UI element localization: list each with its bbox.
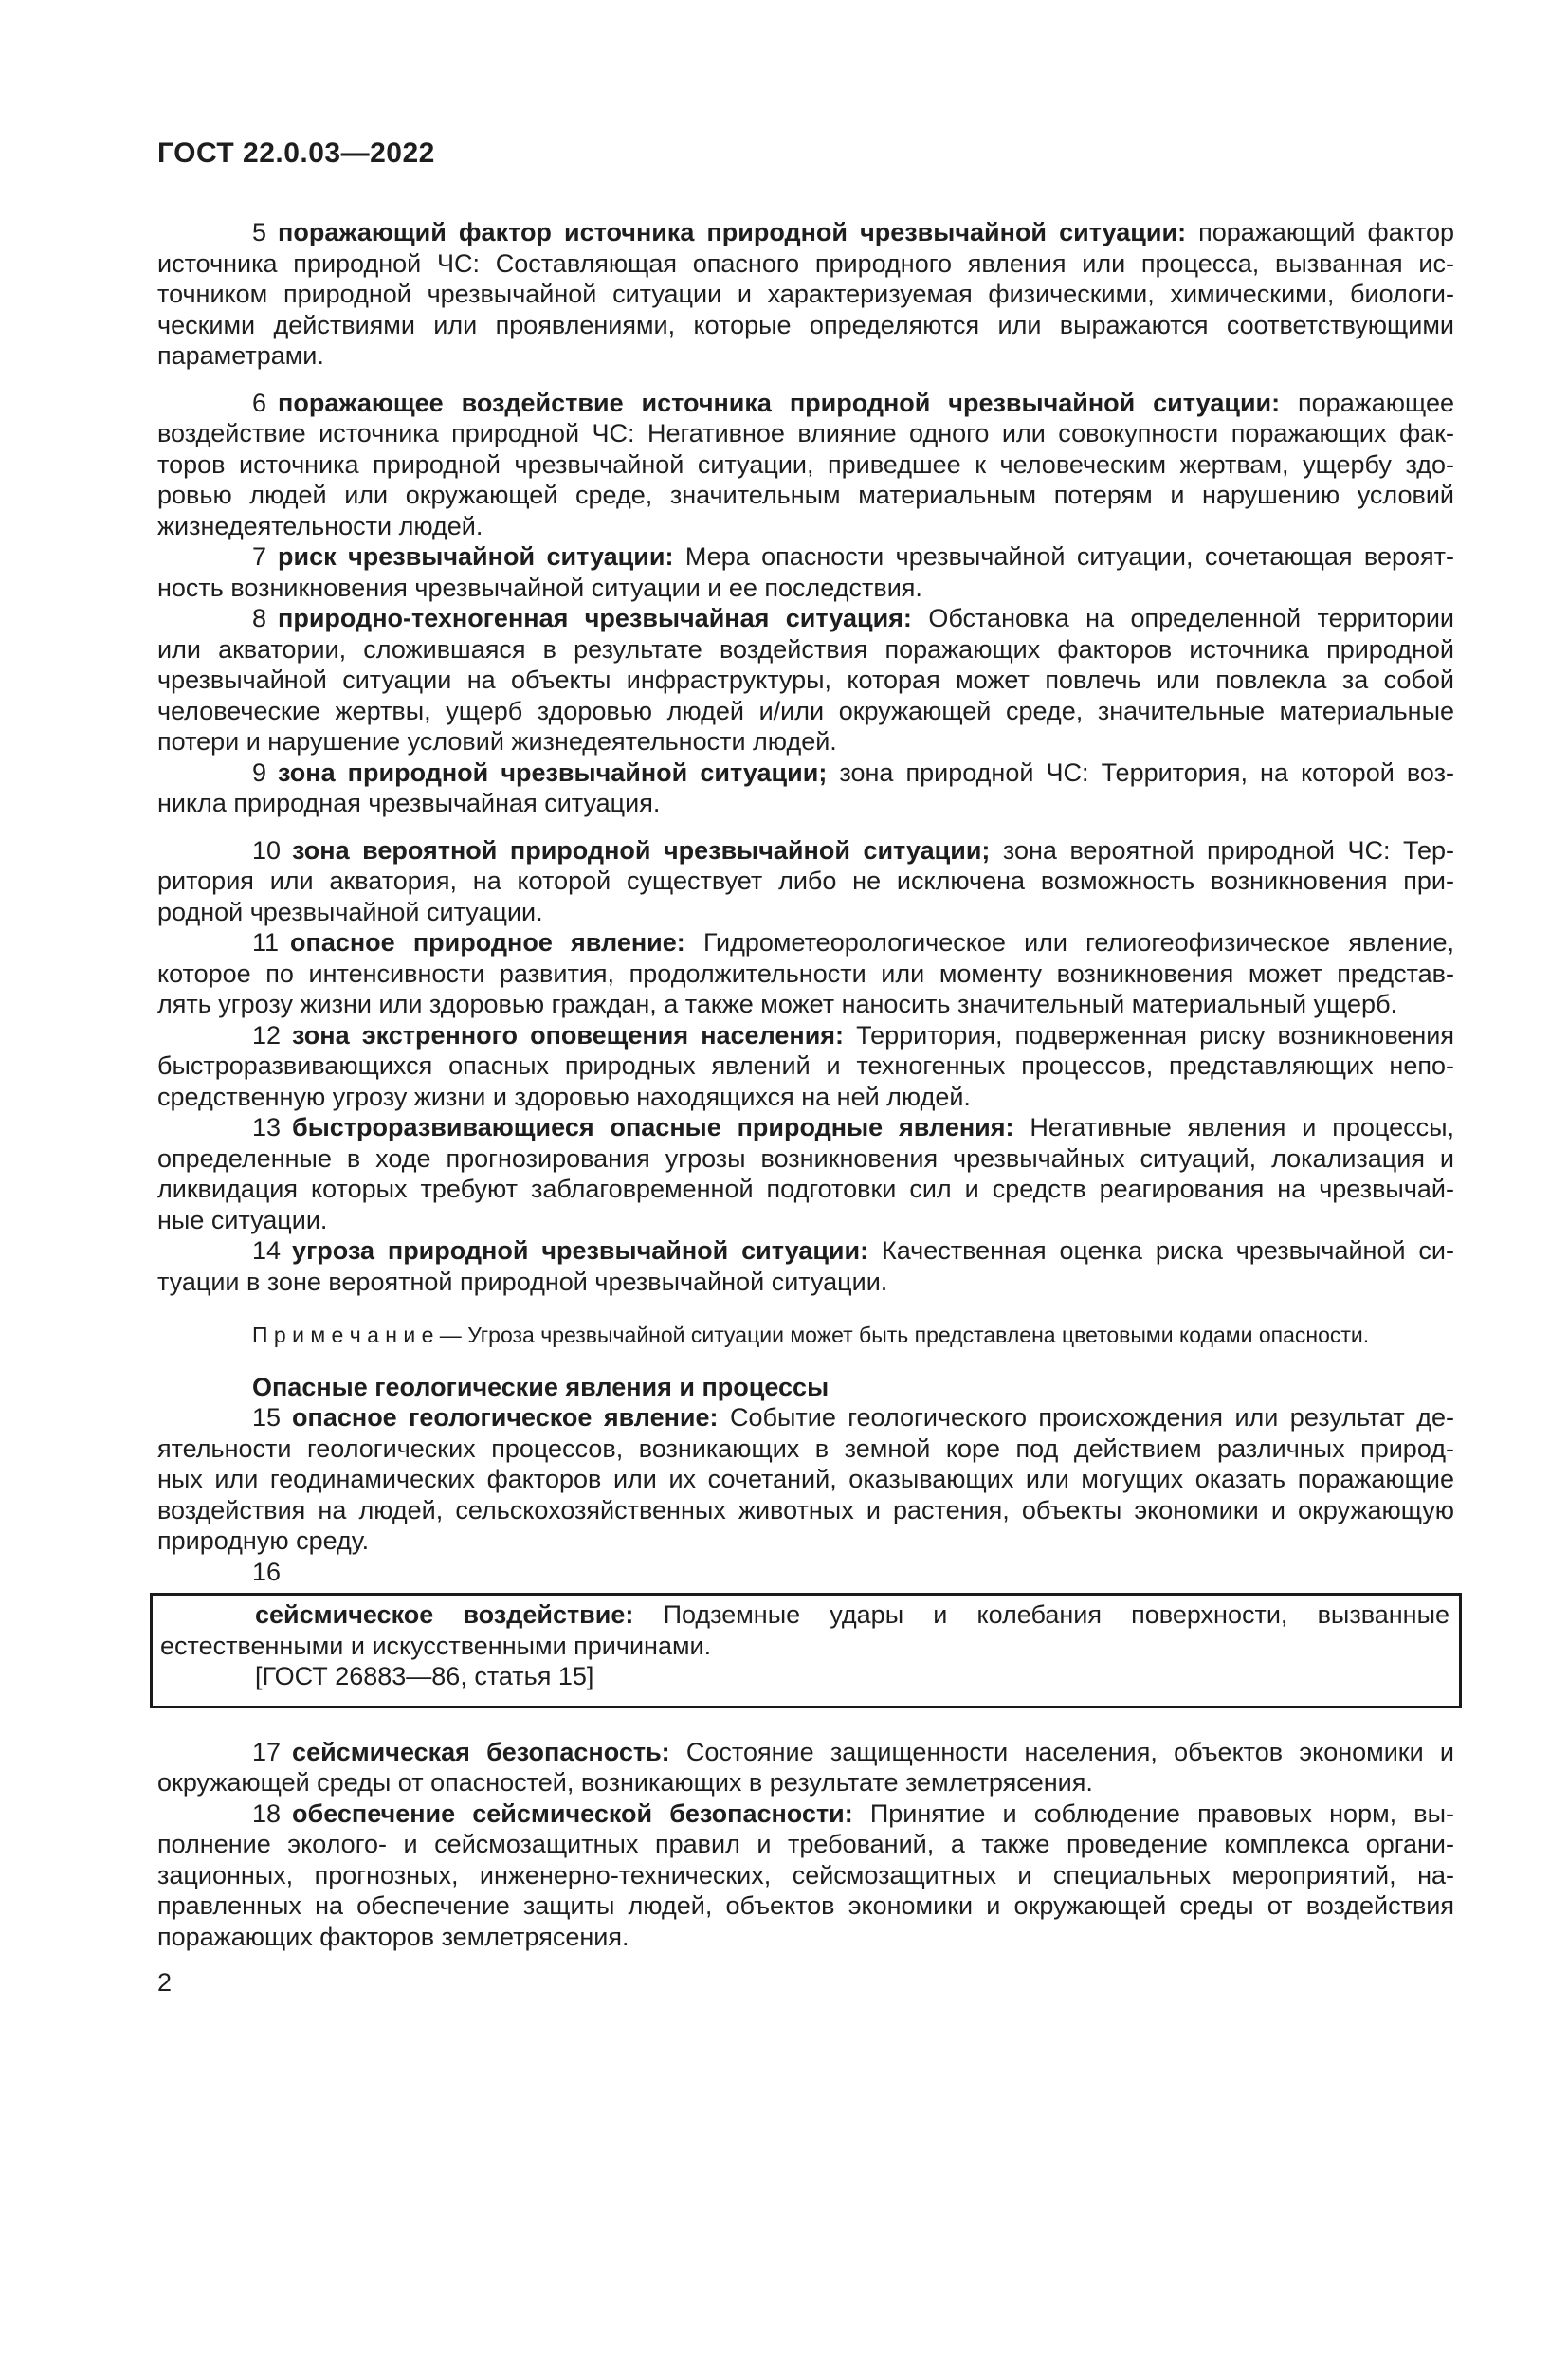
text-line: ритория или акватория, на которой существует либо не исключена возможность возникновения при- xyxy=(157,867,1454,895)
text-line: родной чрезвычайной ситуации. xyxy=(157,897,543,926)
document-page xyxy=(0,137,1568,2355)
text-line: ные ситуации. xyxy=(157,1205,328,1234)
text-line: ческими действиями или проявлениями, которые определяются или выражаются соответствующими xyxy=(157,310,1454,339)
term-definition-start: зона природной ЧС: Территория, на которой воз- xyxy=(827,758,1454,787)
text-line: правленных на обеспечение защиты людей, объектов экономики и окружающей среды от воздействия xyxy=(157,1891,1454,1920)
term-definition-start: Событие геологического происхождения или результат де- xyxy=(718,1403,1454,1432)
term-number: 7 xyxy=(252,542,267,571)
text-line xyxy=(157,1798,1454,1830)
term-title: поражающее воздействие источника природной чрезвычайной ситуации: xyxy=(278,388,1281,417)
text-line: ность возникновения чрезвычайной ситуации и ее последствия. xyxy=(157,573,922,602)
term-number: 13 xyxy=(252,1113,282,1141)
text-line xyxy=(157,1112,1454,1143)
text-line: источника природной ЧС: Составляющая опасного природного явления или процесса, вызванная ис- xyxy=(157,248,1454,278)
text-line xyxy=(157,217,1454,248)
term-definition-start: Обстановка на определенной территории xyxy=(911,604,1454,632)
term-paragraph-6 xyxy=(157,388,1454,542)
text-line: ровью людей или окружающей среде, значительным материальным потерям и нарушению условий xyxy=(157,481,1454,509)
text-line: чрезвычайной ситуации на объекты инфраструктуры, которая может повлечь или повлекла за собой xyxy=(157,666,1454,694)
text-line: воздействия на людей, сельскохозяйственных животных и растения, объекты экономики и окружающую xyxy=(157,1495,1454,1524)
term-definition-start: поражающий фактор xyxy=(1186,218,1454,246)
term-number: 6 xyxy=(252,388,267,417)
note-dash: — xyxy=(433,1323,468,1347)
term-paragraph-11 xyxy=(157,927,1454,1020)
text-line: определенные в ходе прогнозирования угрозы возникновения чрезвычайных ситуаций, локализация и xyxy=(157,1143,1454,1173)
term-title: угроза природной чрезвычайной ситуации: xyxy=(292,1236,869,1265)
term-definition-start: Негативные явления и процессы, xyxy=(1013,1113,1455,1141)
term-number: 14 xyxy=(252,1236,282,1265)
term-title: опасное природное явление: xyxy=(290,928,685,957)
term-number: 11 xyxy=(252,928,280,957)
note xyxy=(157,1320,1454,1351)
terms-list-main xyxy=(157,217,1454,1297)
boxed-definition-line-1 xyxy=(160,1599,1449,1631)
term-number: 15 xyxy=(252,1403,282,1432)
page-number: 2 xyxy=(157,1968,173,1997)
term-number: 8 xyxy=(252,604,267,632)
term-title: риск чрезвычайной ситуации: xyxy=(278,542,674,571)
text-line: параметрами. xyxy=(157,341,324,370)
term-paragraph-14 xyxy=(157,1235,1454,1297)
text-line: ятельности геологических процессов, возникающих в земной коре под действием различных природ- xyxy=(157,1433,1454,1463)
term-title: зона вероятной природной чрезвычайной ситуации; xyxy=(292,835,991,865)
text-line xyxy=(157,835,1454,867)
note-text: Угроза чрезвычайной ситуации может быть представлена цветовыми кодами опасности. xyxy=(467,1323,1370,1347)
text-line: ных или геодинамических факторов или их сочетаний, оказывающих или могущих оказать поражающие xyxy=(157,1465,1454,1493)
text-line: туации в зоне вероятной природной чрезвычайной ситуации. xyxy=(157,1267,888,1296)
term-definition-start: Принятие и соблюдение правовых норм, вы- xyxy=(852,1798,1455,1828)
text-line: лять угрозу жизни или здоровью граждан, а также может наносить значительный материальный ущерб. xyxy=(157,990,1398,1018)
term-definition-start: Территория, подверженная риску возникновения xyxy=(844,1020,1454,1050)
text-line xyxy=(157,603,1454,634)
term-number: 9 xyxy=(252,758,267,787)
term-paragraph-12 xyxy=(157,1020,1454,1113)
term-title: зона природной чрезвычайной ситуации; xyxy=(278,758,828,787)
boxed-definition xyxy=(150,1593,1462,1708)
boxed-term-rest: Подземные удары и колебания поверхности, вызванные xyxy=(633,1600,1450,1629)
term-title: поражающий фактор источника природной чрезвычайной ситуации: xyxy=(278,218,1187,246)
text-line xyxy=(157,1402,1454,1433)
terms-list-geological xyxy=(157,1402,1454,1557)
document-header: ГОСТ 22.0.03—2022 xyxy=(157,137,435,169)
term-paragraph-7 xyxy=(157,541,1454,603)
term-title: природно-техногенная чрезвычайная ситуация: xyxy=(278,604,912,632)
term-paragraph-10 xyxy=(157,835,1454,928)
text-line xyxy=(157,541,1454,573)
term-paragraph-5 xyxy=(157,217,1454,372)
text-line: зационных, прогнозных, инженерно-технических, сейсмозащитных и специальных мероприятий, на- xyxy=(157,1860,1454,1889)
text-line: торов источника природной чрезвычайной ситуации, приведшее к человеческим жертвам, ущербу здо- xyxy=(157,449,1454,479)
text-line: средственную угрозу жизни и здоровью находящихся на ней людей. xyxy=(157,1082,971,1111)
term-definition-start: Качественная оценка риска чрезвычайной си- xyxy=(868,1236,1454,1265)
term-title: опасное геологическое явление: xyxy=(292,1403,719,1432)
term-title: зона экстренного оповещения населения: xyxy=(292,1020,845,1050)
boxed-definition-line-2: естественными и искусственными причинами. xyxy=(160,1631,712,1660)
boxed-definition-source: [ГОСТ 26883—86, статья 15] xyxy=(255,1662,594,1690)
term-paragraph-8 xyxy=(157,603,1454,758)
term-number: 17 xyxy=(252,1737,282,1766)
text-line xyxy=(157,388,1454,419)
term-definition-start: поражающее xyxy=(1280,388,1454,417)
term-paragraph-9 xyxy=(157,758,1454,819)
term-definition-start: Гидрометеорологическое или гелиогеофизическое явление, xyxy=(684,928,1454,957)
text-line: которое по интенсивности развития, продолжительности или моменту возникновения может представ- xyxy=(157,958,1454,988)
term-title: сейсмическая безопасность: xyxy=(292,1737,670,1766)
term-title: обеспечение сейсмической безопасности: xyxy=(292,1798,853,1828)
term-definition-start: Мера опасности чрезвычайной ситуации, сочетающая вероят- xyxy=(673,542,1454,571)
text-line: человеческие жертвы, ущерб здоровью людей и/или окружающей среде, значительные материальные xyxy=(157,696,1454,725)
text-line xyxy=(157,1020,1454,1051)
text-line xyxy=(157,927,1454,958)
text-line xyxy=(157,1737,1454,1768)
term-number: 10 xyxy=(252,835,282,865)
text-line: или акватории, сложившаяся в результате воздействия поражающих факторов источника природной xyxy=(157,634,1454,664)
text-line: потери и нарушение условий жизнедеятельности людей. xyxy=(157,727,837,756)
boxed-term-title: сейсмическое воздействие: xyxy=(255,1600,634,1629)
text-line: ликвидация которых требуют заблаговременной подготовки сил и средств реагирования на чрезвычай- xyxy=(157,1175,1454,1203)
term-number: 12 xyxy=(252,1020,282,1050)
text-line: воздействие источника природной ЧС: Негативное влияние одного или совокупности поражающих фак- xyxy=(157,419,1454,447)
text-line: точником природной чрезвычайной ситуации и характеризуемая физическими, химическими, биологи- xyxy=(157,280,1454,308)
text-line: никла природная чрезвычайная ситуация. xyxy=(157,789,661,817)
term-paragraph-17 xyxy=(157,1737,1454,1798)
text-line: полнение эколого- и сейсмозащитных правил и требований, а также проведение комплекса органи- xyxy=(157,1830,1454,1858)
page-content xyxy=(157,217,1454,1999)
term-definition-start: зона вероятной природной ЧС: Тер- xyxy=(990,835,1455,865)
term-paragraph-18 xyxy=(157,1798,1454,1953)
term-number: 5 xyxy=(252,218,267,246)
orphan-term-number: 16 xyxy=(252,1557,282,1586)
term-title: быстроразвивающиеся опасные природные явления: xyxy=(292,1113,1014,1141)
text-line xyxy=(157,758,1454,789)
text-line: окружающей среды от опасностей, возникающих в результате землетрясения. xyxy=(157,1768,1093,1797)
term-paragraph-13 xyxy=(157,1112,1454,1235)
term-definition-start: Состояние защищенности населения, объектов экономики и xyxy=(669,1737,1454,1766)
term-paragraph-15 xyxy=(157,1402,1454,1557)
text-line: жизнедеятельности людей. xyxy=(157,511,483,540)
note-label: П р и м е ч а н и е xyxy=(252,1323,434,1347)
term-number: 18 xyxy=(252,1798,282,1828)
text-line: поражающих факторов землетрясения. xyxy=(157,1922,629,1951)
text-line: природную среду. xyxy=(157,1526,370,1555)
terms-list-seismic xyxy=(157,1737,1454,1953)
text-line: быстроразвивающихся опасных природных явлений и техногенных процессов, представляющих непо- xyxy=(157,1051,1454,1080)
section-heading: Опасные геологические явления и процессы xyxy=(252,1372,830,1401)
text-line xyxy=(157,1235,1454,1267)
